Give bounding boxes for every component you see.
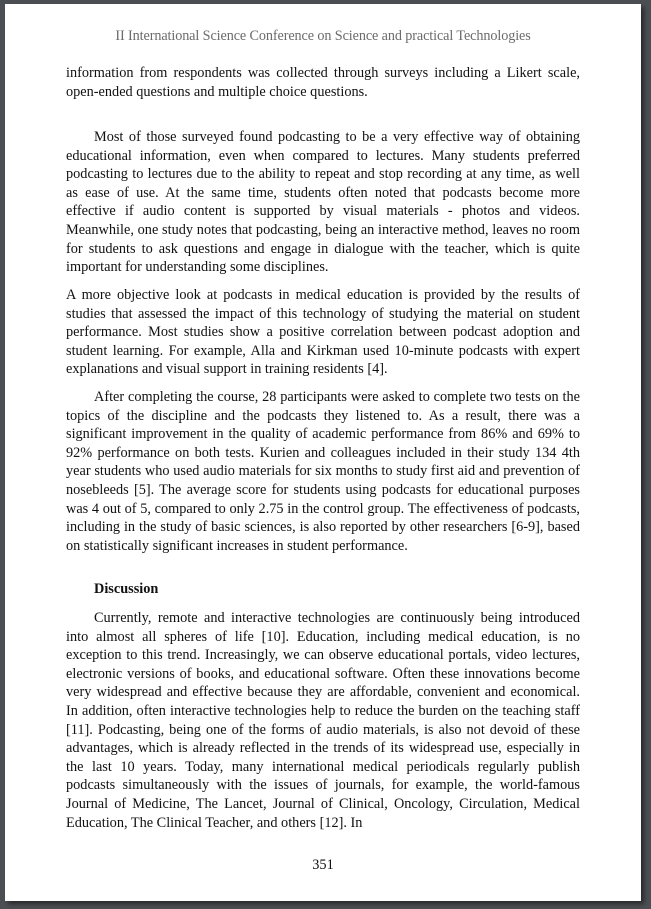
paragraph-survey-findings [66,128,580,277]
document-page [5,4,641,901]
page-number: 351 [312,857,334,873]
section-heading-discussion [66,580,580,599]
paragraph-text: After completing the course, 28 participants were asked to complete two tests on the topics of the discipline and the podcasts they listened to. As a result, there was a significant improvement in the quality of academic performance from 86% and 69% to 92% performance on both tests. Kurien and colleagues included in their study 134 4th year students who used audio materials for six months to study first aid and prevention of nosebleeds [5]. The average score for students using podcasts for educational purposes was 4 out of 5, compared to only 2.75 in the control group. The effectiveness of podcasts, including in the study of basic sciences, is also reported by other researchers [6-9], based on statistically significant increases in student performance. [66,389,580,554]
paragraph-discussion [66,609,580,832]
running-header: II International Science Conference on Science and practical Technologies [115,28,531,44]
paragraph-text: Most of those surveyed found podcasting to be a very effective way of obtaining educational information, even when compared to lectures. Many students preferred podcasting to lectures due to the ability to repeat and stop recording at any time, as well as ease of use. At the same time, students often noted that podcasts become more effective if audio content is supported by visual materials - photos and videos. Meanwhile, one study notes that podcasting, being an interactive method, leaves no room for students to ask questions and engage in dialogue with the teacher, which is quite important for understanding some disciplines. [66,129,580,276]
paragraph-text: information from respondents was collected through surveys including a Likert scale, open-ended questions and multiple choice questions. [66,65,580,100]
heading-text: Discussion [94,581,159,597]
paragraph-objective-look [66,286,580,379]
paragraph-study-results [66,388,580,555]
paragraph-text: Currently, remote and interactive technologies are continuously being introduced into almost all spheres of life [10]. Education, including medical education, is no exception to this trend. Increasingly, we can observe educational portals, video lectures, electronic versions of books, and educational software. Often these innovations become very widespread and effective because they are affordable, convenient and economical. In addition, often interactive technologies help to reduce the burden on the teaching staff [11]. Podcasting, being one of the forms of audio materials, is also not devoid of these advantages, which is already reflected in the trends of its widespread use, especially in the last 10 years. Today, many international medical periodicals regularly publish podcasts simultaneously with the issues of journals, for example, the world-famous Journal of Medicine, The Lancet, Journal of Clinical, Oncology, Circulation, Medical Education, The Clinical Teacher, and others [12]. In [66,610,580,831]
paragraph-survey-methods [66,64,580,101]
paragraph-text: A more objective look at podcasts in medical education is provided by the results of studies that assessed the impact of this technology of studying the material on student performance. Most studies show a positive correlation between podcast adoption and student learning. For example, Alla and Kirkman used 10-minute podcasts with expert explanations and visual support in training residents [4]. [66,287,580,378]
